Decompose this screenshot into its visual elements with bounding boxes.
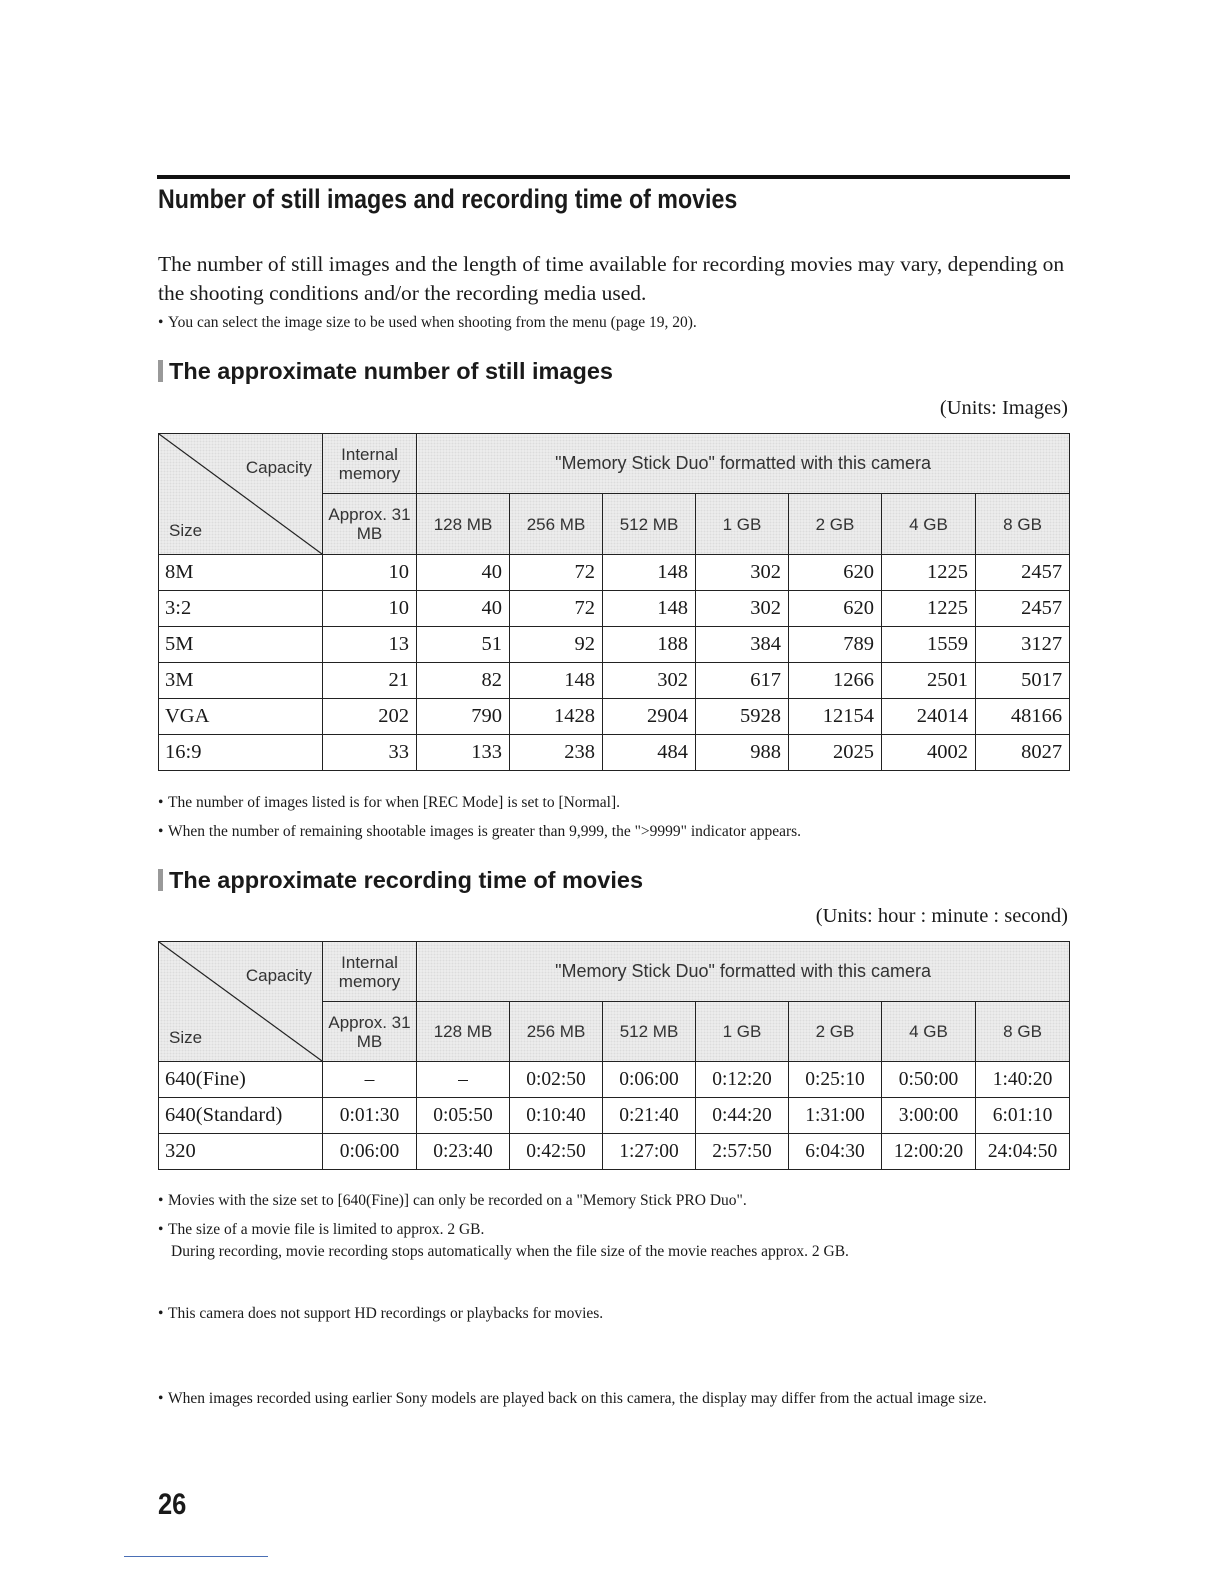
col-header: 128 MB xyxy=(417,1002,510,1062)
cell: 1:27:00 xyxy=(603,1134,696,1170)
row-size: 16:9 xyxy=(159,735,323,771)
cell: 790 xyxy=(417,699,510,735)
cell: 789 xyxy=(789,627,882,663)
col-header: 512 MB xyxy=(603,1002,696,1062)
cell: 5017 xyxy=(976,663,1070,699)
table-row xyxy=(159,1062,1070,1098)
col-header: 1 GB xyxy=(696,1002,789,1062)
row-size: 640(Standard) xyxy=(159,1098,323,1134)
cell: 1225 xyxy=(882,591,976,627)
still-images-table xyxy=(158,433,1070,771)
corner-header xyxy=(159,434,323,555)
cell: 2025 xyxy=(789,735,882,771)
table-row xyxy=(159,555,1070,591)
cell: 13 xyxy=(323,627,417,663)
cell: 0:44:20 xyxy=(696,1098,789,1134)
cell: 0:25:10 xyxy=(789,1062,882,1098)
internal-memory-header: Internal memory xyxy=(323,434,417,494)
cell: 0:06:00 xyxy=(323,1134,417,1170)
cell: 148 xyxy=(603,591,696,627)
cell: 72 xyxy=(510,591,603,627)
cell: 92 xyxy=(510,627,603,663)
row-size: 5M xyxy=(159,627,323,663)
cell: 12:00:20 xyxy=(882,1134,976,1170)
size-label: Size xyxy=(169,521,203,540)
cell: 21 xyxy=(323,663,417,699)
row-size: 640(Fine) xyxy=(159,1062,323,1098)
title-rule xyxy=(157,175,1070,179)
still-note-1: • The number of images listed is for when [REC Mode] is set to [Normal]. xyxy=(158,794,620,811)
cell: 0:06:00 xyxy=(603,1062,696,1098)
cell: 302 xyxy=(603,663,696,699)
cell: 133 xyxy=(417,735,510,771)
intro-paragraph: The number of still images and the length of time available for recording movies may vary, depending on the shooting conditions and/or the recording media used. xyxy=(158,252,1065,305)
footer-line xyxy=(124,1556,268,1557)
cell: 24014 xyxy=(882,699,976,735)
movie-note-2: • The size of a movie file is limited to approx. 2 GB. During recording, movie recording stops automatically when the file size of the movie reaches approx. 2 GB. xyxy=(158,1219,1068,1263)
movie-note-3: • This camera does not support HD recordings or playbacks for movies. xyxy=(158,1305,604,1322)
still-note-2: • When the number of remaining shootable images is greater than 9,999, the ">9999" indicator appears. xyxy=(158,823,802,840)
cell: 82 xyxy=(417,663,510,699)
cell: 1428 xyxy=(510,699,603,735)
col-header: 256 MB xyxy=(510,494,603,555)
cell: 10 xyxy=(323,591,417,627)
cell: 384 xyxy=(696,627,789,663)
col-header: 2 GB xyxy=(789,494,882,555)
cell: 0:02:50 xyxy=(510,1062,603,1098)
movie-units: (Units: hour : minute : second) xyxy=(815,905,1068,927)
size-label: Size xyxy=(169,1028,203,1047)
cell: 188 xyxy=(603,627,696,663)
cell: 10 xyxy=(323,555,417,591)
cell: 0:50:00 xyxy=(882,1062,976,1098)
col-header: 512 MB xyxy=(603,494,696,555)
cell: 617 xyxy=(696,663,789,699)
cell: 4002 xyxy=(882,735,976,771)
page-number: 26 xyxy=(158,1488,187,1521)
cell: 48166 xyxy=(976,699,1070,735)
table-row xyxy=(159,1134,1070,1170)
cell: 24:04:50 xyxy=(976,1134,1070,1170)
cell: 620 xyxy=(789,591,882,627)
memory-stick-header: "Memory Stick Duo" formatted with this camera xyxy=(417,942,1070,1002)
intro-note: • You can select the image size to be used when shooting from the menu (page 19, 20). xyxy=(158,314,697,331)
page-title: Number of still images and recording time of movies xyxy=(158,184,738,214)
row-size: VGA xyxy=(159,699,323,735)
still-units: (Units: Images) xyxy=(939,397,1068,419)
col-header: 8 GB xyxy=(976,494,1070,555)
cell: 0:05:50 xyxy=(417,1098,510,1134)
final-note: • When images recorded using earlier Sony models are played back on this camera, the display may differ from the actual image size. xyxy=(158,1390,987,1407)
cell: 2501 xyxy=(882,663,976,699)
cell: 484 xyxy=(603,735,696,771)
cell: 238 xyxy=(510,735,603,771)
cell: – xyxy=(417,1062,510,1098)
col-header: 2 GB xyxy=(789,1002,882,1062)
cell: 2904 xyxy=(603,699,696,735)
col-header: 4 GB xyxy=(882,494,976,555)
row-size: 320 xyxy=(159,1134,323,1170)
internal-memory-header: Internal memory xyxy=(323,942,417,1002)
cell: 3:00:00 xyxy=(882,1098,976,1134)
cell: 620 xyxy=(789,555,882,591)
col-header: 128 MB xyxy=(417,494,510,555)
cell: 72 xyxy=(510,555,603,591)
movie-note-1: • Movies with the size set to [640(Fine)] can only be recorded on a "Memory Stick PRO Duo". xyxy=(158,1192,747,1209)
col-header: 8 GB xyxy=(976,1002,1070,1062)
cell: 51 xyxy=(417,627,510,663)
col-header: 1 GB xyxy=(696,494,789,555)
cell: 6:04:30 xyxy=(789,1134,882,1170)
cell: 2:57:50 xyxy=(696,1134,789,1170)
table-row xyxy=(159,699,1070,735)
cell: 148 xyxy=(603,555,696,591)
section-marker-icon xyxy=(158,360,163,382)
movie-note-2-continuation: During recording, movie recording stops automatically when the file size of the movie reaches approx. 2 GB. xyxy=(171,1243,849,1260)
cell: 12154 xyxy=(789,699,882,735)
still-images-heading: The approximate number of still images xyxy=(158,358,613,385)
table-row xyxy=(159,1098,1070,1134)
cell: 5928 xyxy=(696,699,789,735)
table-row xyxy=(159,627,1070,663)
memory-stick-header: "Memory Stick Duo" formatted with this camera xyxy=(417,434,1070,494)
movie-heading: The approximate recording time of movies xyxy=(158,867,643,894)
cell: 1:40:20 xyxy=(976,1062,1070,1098)
approx-31mb-header: Approx. 31 MB xyxy=(323,494,417,555)
cell: 1:31:00 xyxy=(789,1098,882,1134)
cell: 0:23:40 xyxy=(417,1134,510,1170)
cell: 2457 xyxy=(976,555,1070,591)
cell: 302 xyxy=(696,591,789,627)
table-row xyxy=(159,735,1070,771)
capacity-label: Capacity xyxy=(245,966,312,985)
cell: 3127 xyxy=(976,627,1070,663)
cell: 6:01:10 xyxy=(976,1098,1070,1134)
col-header: 256 MB xyxy=(510,1002,603,1062)
capacity-label: Capacity xyxy=(245,458,312,477)
table-row xyxy=(159,663,1070,699)
cell: – xyxy=(323,1062,417,1098)
cell: 0:42:50 xyxy=(510,1134,603,1170)
cell: 2457 xyxy=(976,591,1070,627)
cell: 0:01:30 xyxy=(323,1098,417,1134)
cell: 8027 xyxy=(976,735,1070,771)
cell: 1559 xyxy=(882,627,976,663)
col-header: 4 GB xyxy=(882,1002,976,1062)
corner-header xyxy=(159,942,323,1062)
cell: 1266 xyxy=(789,663,882,699)
cell: 1225 xyxy=(882,555,976,591)
cell: 40 xyxy=(417,555,510,591)
row-size: 3M xyxy=(159,663,323,699)
cell: 0:21:40 xyxy=(603,1098,696,1134)
section-marker-icon xyxy=(158,869,163,891)
row-size: 3:2 xyxy=(159,591,323,627)
cell: 148 xyxy=(510,663,603,699)
cell: 202 xyxy=(323,699,417,735)
cell: 33 xyxy=(323,735,417,771)
cell: 0:10:40 xyxy=(510,1098,603,1134)
cell: 40 xyxy=(417,591,510,627)
cell: 302 xyxy=(696,555,789,591)
cell: 988 xyxy=(696,735,789,771)
cell: 0:12:20 xyxy=(696,1062,789,1098)
movie-time-table xyxy=(158,941,1070,1170)
row-size: 8M xyxy=(159,555,323,591)
approx-31mb-header: Approx. 31 MB xyxy=(323,1002,417,1062)
table-row xyxy=(159,591,1070,627)
